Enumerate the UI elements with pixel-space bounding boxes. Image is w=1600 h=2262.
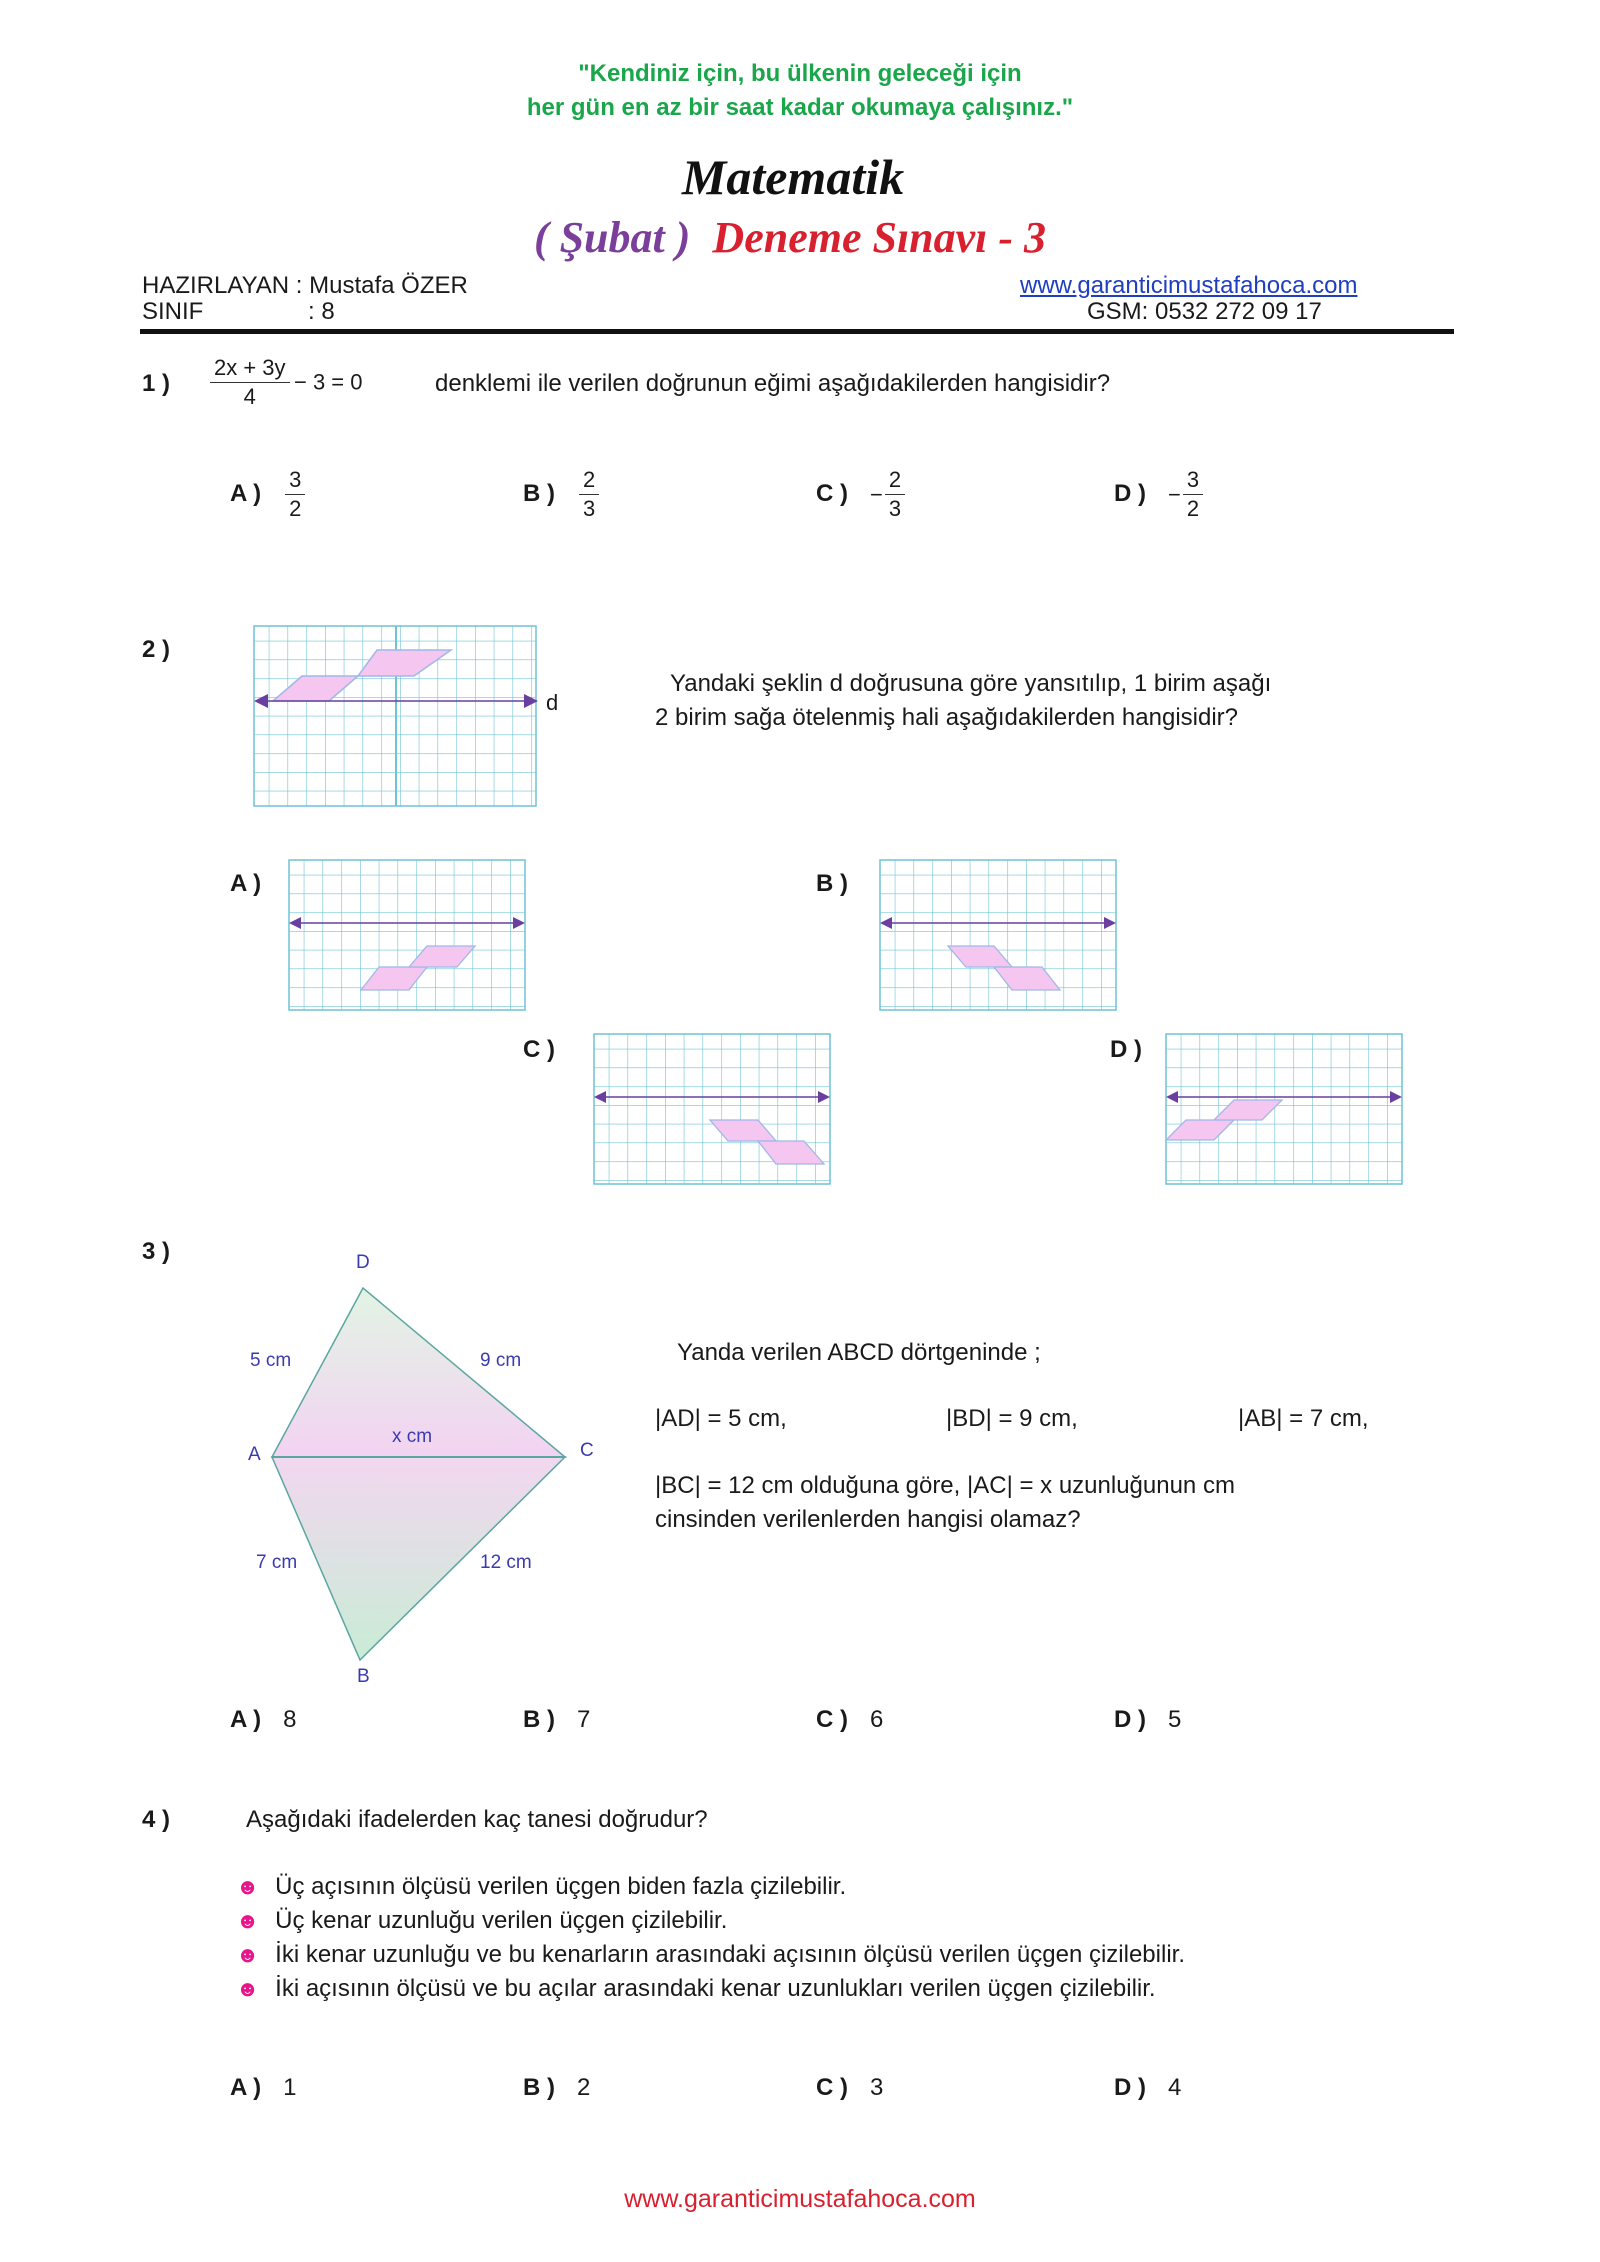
q1-option-d-sign: − xyxy=(1168,481,1181,507)
q4-statement-4: İki açısının ölçüsü ve bu açılar arasındaki kenar uzunlukları verilen üçgen çizilebilir. xyxy=(275,1975,1156,2002)
q1-option-d-fraction xyxy=(1183,466,1203,523)
class-label: SINIF xyxy=(142,298,204,325)
q1-option-b-num: 2 xyxy=(579,466,599,495)
list-item xyxy=(236,1870,1185,1904)
motto-line-2: her gün en az bir saat kadar okumaya çalışınız." xyxy=(526,94,1074,121)
q3-question-text-2: |BC| = 12 cm olduğuna göre, |AC| = x uzunluğunun cm xyxy=(655,1472,1235,1499)
q3-vertex-c-label: C xyxy=(580,1440,594,1461)
q2-line-label: d xyxy=(546,690,559,715)
q1-option-d[interactable] xyxy=(1114,466,1203,523)
q2-option-d-grid[interactable] xyxy=(1162,1030,1408,1190)
q2-question-text-1: Yandaki şeklin d doğrusuna göre yansıtılıp, 1 birim aşağı xyxy=(670,670,1272,697)
smiley-bullet-icon: ☻ xyxy=(236,1874,260,1899)
q2-option-a-label[interactable]: A ) xyxy=(230,870,262,897)
q3-option-d[interactable] xyxy=(1114,1706,1181,1734)
q3-vertex-b-label: B xyxy=(357,1666,370,1687)
list-item xyxy=(236,1938,1185,1972)
q1-option-a-label: A ) xyxy=(230,479,262,507)
q3-quadrilateral-figure xyxy=(240,1250,620,1690)
q4-statement-1: Üç açısının ölçüsü verilen üçgen biden fazla çizilebilir. xyxy=(275,1873,847,1900)
q4-option-a-value: 1 xyxy=(283,2074,297,2101)
q2-question-text-2: 2 birim sağa ötelenmiş hali aşağıdakilerden hangisidir? xyxy=(655,704,1238,731)
q2-option-d-label[interactable]: D ) xyxy=(1110,1036,1142,1063)
q2-option-b-label[interactable]: B ) xyxy=(816,870,848,897)
q3-side-dc-label: 9 cm xyxy=(480,1350,522,1371)
q1-option-b-fraction xyxy=(579,466,599,523)
q1-option-a-num: 3 xyxy=(285,466,305,495)
q3-option-a-value: 8 xyxy=(283,1706,297,1733)
q1-option-d-label: D ) xyxy=(1114,479,1146,507)
q1-option-c[interactable] xyxy=(816,466,905,523)
q4-option-d-label: D ) xyxy=(1114,2074,1146,2101)
q4-statement-3: İki kenar uzunluğu ve bu kenarların arasındaki açısının ölçüsü verilen üçgen çizilebilir. xyxy=(275,1941,1185,1968)
smiley-bullet-icon: ☻ xyxy=(236,1908,260,1933)
q4-option-b-label: B ) xyxy=(523,2074,555,2101)
q1-option-b-den: 3 xyxy=(583,496,596,521)
q3-option-b-value: 7 xyxy=(577,1706,591,1733)
smiley-bullet-icon: ☻ xyxy=(236,1942,260,1967)
q4-option-a-label: A ) xyxy=(230,2074,262,2101)
header-divider xyxy=(140,329,1454,334)
q1-option-a-den: 2 xyxy=(289,496,302,521)
q3-question-text-1: Yanda verilen ABCD dörtgeninde ; xyxy=(677,1339,1041,1366)
q4-option-b-value: 2 xyxy=(577,2074,591,2101)
q1-equation-fraction xyxy=(210,354,290,411)
q2-option-a-grid[interactable] xyxy=(285,856,531,1016)
q3-option-c[interactable] xyxy=(816,1706,883,1734)
author-label: HAZIRLAYAN : Mustafa ÖZER xyxy=(142,272,468,299)
q1-option-b[interactable] xyxy=(523,466,599,523)
list-item xyxy=(236,1904,1185,1938)
q3-side-ab-label: 7 cm xyxy=(256,1552,298,1573)
q2-option-c-label[interactable]: C ) xyxy=(523,1036,555,1063)
q1-option-c-den: 3 xyxy=(888,496,902,521)
q1-eq-rest: − 3 = 0 xyxy=(294,369,363,395)
footer-website-link[interactable]: www.garanticimustafahoca.com xyxy=(624,2185,976,2213)
list-item xyxy=(236,1972,1185,2006)
q4-option-d-value: 4 xyxy=(1168,2074,1182,2101)
q1-eq-numerator: 2x + 3y xyxy=(210,354,290,383)
q4-option-c-value: 3 xyxy=(870,2074,884,2101)
q4-option-d[interactable] xyxy=(1114,2074,1181,2102)
q4-statement-list xyxy=(236,1870,1185,2006)
q3-option-c-value: 6 xyxy=(870,1706,884,1733)
exam-month: ( Şubat ) xyxy=(533,213,691,262)
q2-number: 2 ) xyxy=(142,636,171,663)
q3-option-b-label: B ) xyxy=(523,1706,555,1733)
header-phone: GSM: 0532 272 09 17 xyxy=(1087,298,1322,325)
q3-given-bd: |BD| = 9 cm, xyxy=(946,1405,1078,1432)
q3-option-a[interactable] xyxy=(230,1706,296,1734)
q4-option-c-label: C ) xyxy=(816,2074,848,2101)
q3-option-c-label: C ) xyxy=(816,1706,848,1733)
exam-name: Deneme Sınavı - 3 xyxy=(712,213,1047,262)
page-title: Matematik xyxy=(681,149,905,205)
q3-vertex-a-label: A xyxy=(248,1444,261,1465)
q2-option-c-grid[interactable] xyxy=(590,1030,836,1190)
q3-side-ad-label: 5 cm xyxy=(250,1350,292,1371)
q1-option-d-num: 3 xyxy=(1183,466,1203,495)
q1-option-b-label: B ) xyxy=(523,479,555,507)
class-value: : 8 xyxy=(308,298,335,325)
q4-statement-2: Üç kenar uzunluğu verilen üçgen çizilebilir. xyxy=(275,1907,728,1934)
q4-option-c[interactable] xyxy=(816,2074,883,2102)
q1-eq-denominator: 4 xyxy=(243,384,256,409)
q4-option-b[interactable] xyxy=(523,2074,590,2102)
q1-option-d-den: 2 xyxy=(1186,496,1200,521)
q1-option-c-fraction xyxy=(885,466,905,523)
q2-option-b-grid[interactable] xyxy=(876,856,1122,1016)
q3-option-a-label: A ) xyxy=(230,1706,262,1733)
q1-option-a-fraction xyxy=(285,466,305,523)
q1-equation xyxy=(210,354,363,411)
q3-side-bc-label: 12 cm xyxy=(480,1552,532,1573)
q2-main-grid-figure xyxy=(250,622,550,812)
q1-option-c-sign: − xyxy=(870,481,883,507)
q3-question-text-3: cinsinden verilenlerden hangisi olamaz? xyxy=(655,1506,1081,1533)
q4-question-text: Aşağıdaki ifadelerden kaç tanesi doğrudur? xyxy=(246,1806,708,1833)
q1-option-c-num: 2 xyxy=(885,466,905,495)
q3-number: 3 ) xyxy=(142,1238,171,1265)
q1-option-c-label: C ) xyxy=(816,479,848,507)
q3-option-d-label: D ) xyxy=(1114,1706,1146,1733)
q4-option-a[interactable] xyxy=(230,2074,296,2102)
q3-given-ab: |AB| = 7 cm, xyxy=(1238,1405,1369,1432)
smiley-bullet-icon: ☻ xyxy=(236,1976,260,2001)
q3-vertex-d-label: D xyxy=(356,1252,370,1273)
q3-diagonal-ac-label: x cm xyxy=(392,1426,433,1447)
motto-line-1: "Kendiniz için, bu ülkenin geleceği için xyxy=(578,60,1022,87)
q4-number: 4 ) xyxy=(142,1806,171,1833)
q1-question-text: denklemi ile verilen doğrunun eğimi aşağıdakilerden hangisidir? xyxy=(435,370,1111,397)
q1-option-a[interactable] xyxy=(230,466,305,523)
header-website-link[interactable]: www.garanticimustafahoca.com xyxy=(1020,272,1358,299)
q1-number: 1 ) xyxy=(142,370,171,397)
q3-given-ad: |AD| = 5 cm, xyxy=(655,1405,787,1432)
q3-option-d-value: 5 xyxy=(1168,1706,1182,1733)
exam-subtitle xyxy=(0,212,1580,263)
q3-option-b[interactable] xyxy=(523,1706,590,1734)
